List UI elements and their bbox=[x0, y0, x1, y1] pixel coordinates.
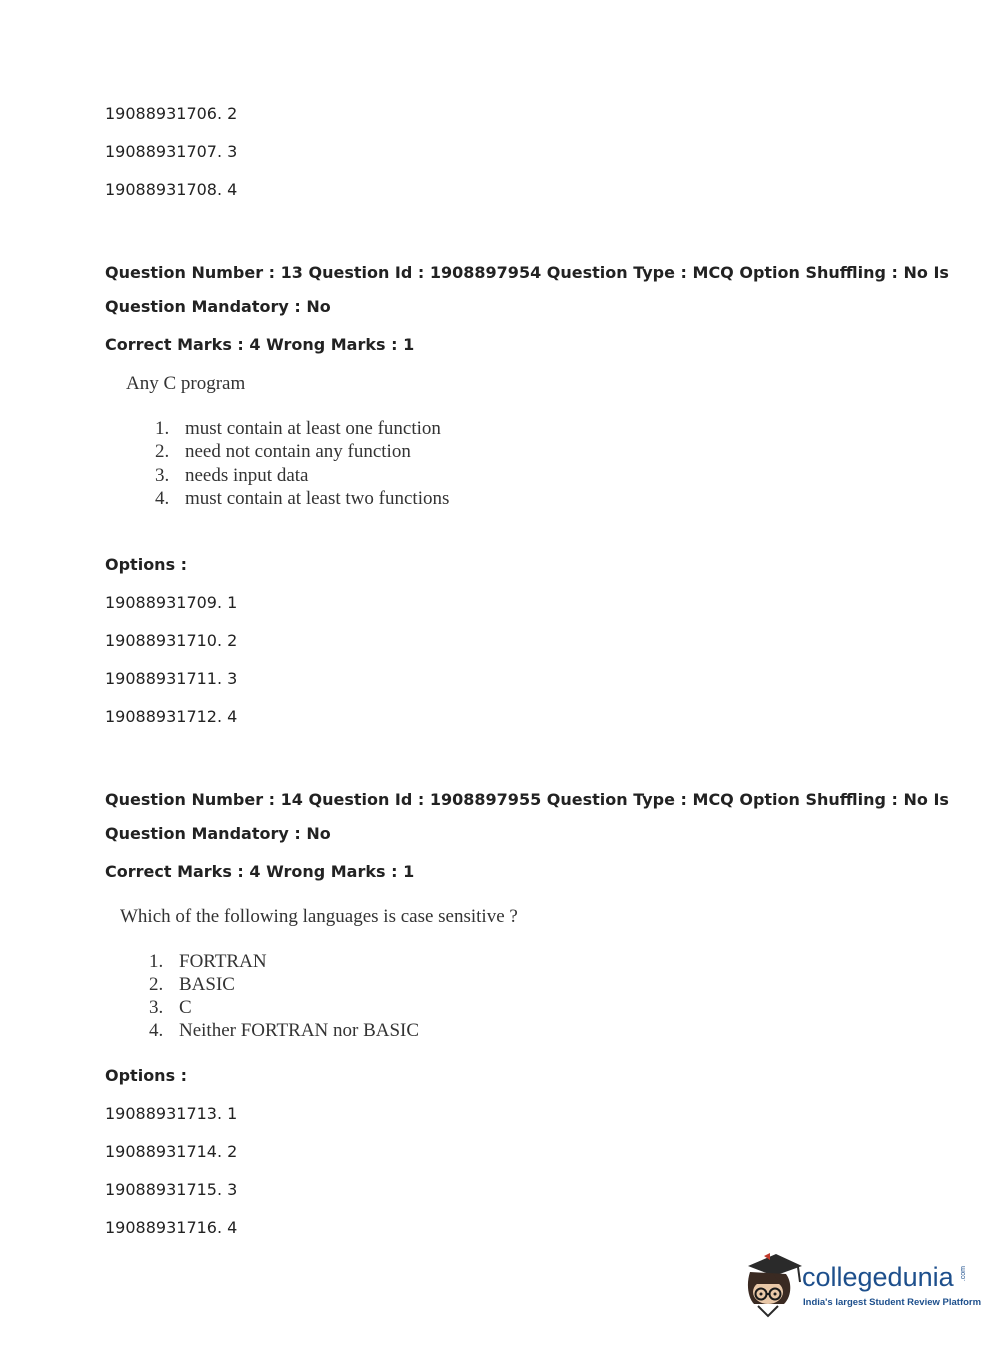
question-14-mandatory: Question Mandatory : No bbox=[105, 824, 331, 843]
question-13-marks: Correct Marks : 4 Wrong Marks : 1 bbox=[105, 335, 415, 354]
question-14-choice: 2. BASIC bbox=[149, 974, 235, 995]
options-label: Options : bbox=[105, 1066, 188, 1085]
logo-tagline: India's largest Student Review Platform bbox=[803, 1297, 982, 1308]
question-13-choice: 2. need not contain any function bbox=[155, 441, 411, 462]
option-line: 19088931715. 3 bbox=[105, 1180, 238, 1199]
question-13-choice: 4. must contain at least two functions bbox=[155, 488, 450, 509]
question-14-marks: Correct Marks : 4 Wrong Marks : 1 bbox=[105, 862, 415, 881]
question-14-choice: 3. C bbox=[149, 997, 192, 1018]
question-13-header: Question Number : 13 Question Id : 1908897954 Question Type : MCQ Option Shuffling : No Is bbox=[105, 263, 949, 282]
question-14-header: Question Number : 14 Question Id : 1908897955 Question Type : MCQ Option Shuffling : No Is bbox=[105, 790, 949, 809]
question-13-stem: Any C program bbox=[126, 373, 246, 394]
option-line: 19088931707. 3 bbox=[105, 142, 238, 161]
option-line: 19088931710. 2 bbox=[105, 631, 238, 650]
option-line: 19088931706. 2 bbox=[105, 104, 238, 123]
option-line: 19088931709. 1 bbox=[105, 593, 238, 612]
option-line: 19088931712. 4 bbox=[105, 707, 238, 726]
option-line: 19088931714. 2 bbox=[105, 1142, 238, 1161]
options-label: Options : bbox=[105, 555, 188, 574]
logo-domain-suffix: .com bbox=[960, 1266, 967, 1282]
option-line: 19088931713. 1 bbox=[105, 1104, 238, 1123]
collegedunia-logo bbox=[740, 1250, 982, 1320]
option-line: 19088931716. 4 bbox=[105, 1218, 238, 1237]
option-line: 19088931711. 3 bbox=[105, 669, 238, 688]
mascot-icon bbox=[740, 1250, 804, 1320]
question-14-choice: 1. FORTRAN bbox=[149, 951, 267, 972]
option-line: 19088931708. 4 bbox=[105, 180, 238, 199]
question-13-choice: 3. needs input data bbox=[155, 465, 309, 486]
question-13-choice: 1. must contain at least one function bbox=[155, 418, 441, 439]
question-14-stem: Which of the following languages is case sensitive ? bbox=[120, 906, 518, 927]
question-13-mandatory: Question Mandatory : No bbox=[105, 297, 331, 316]
question-14-choice: 4. Neither FORTRAN nor BASIC bbox=[149, 1020, 420, 1041]
logo-wordmark: collegedunia bbox=[802, 1262, 954, 1292]
